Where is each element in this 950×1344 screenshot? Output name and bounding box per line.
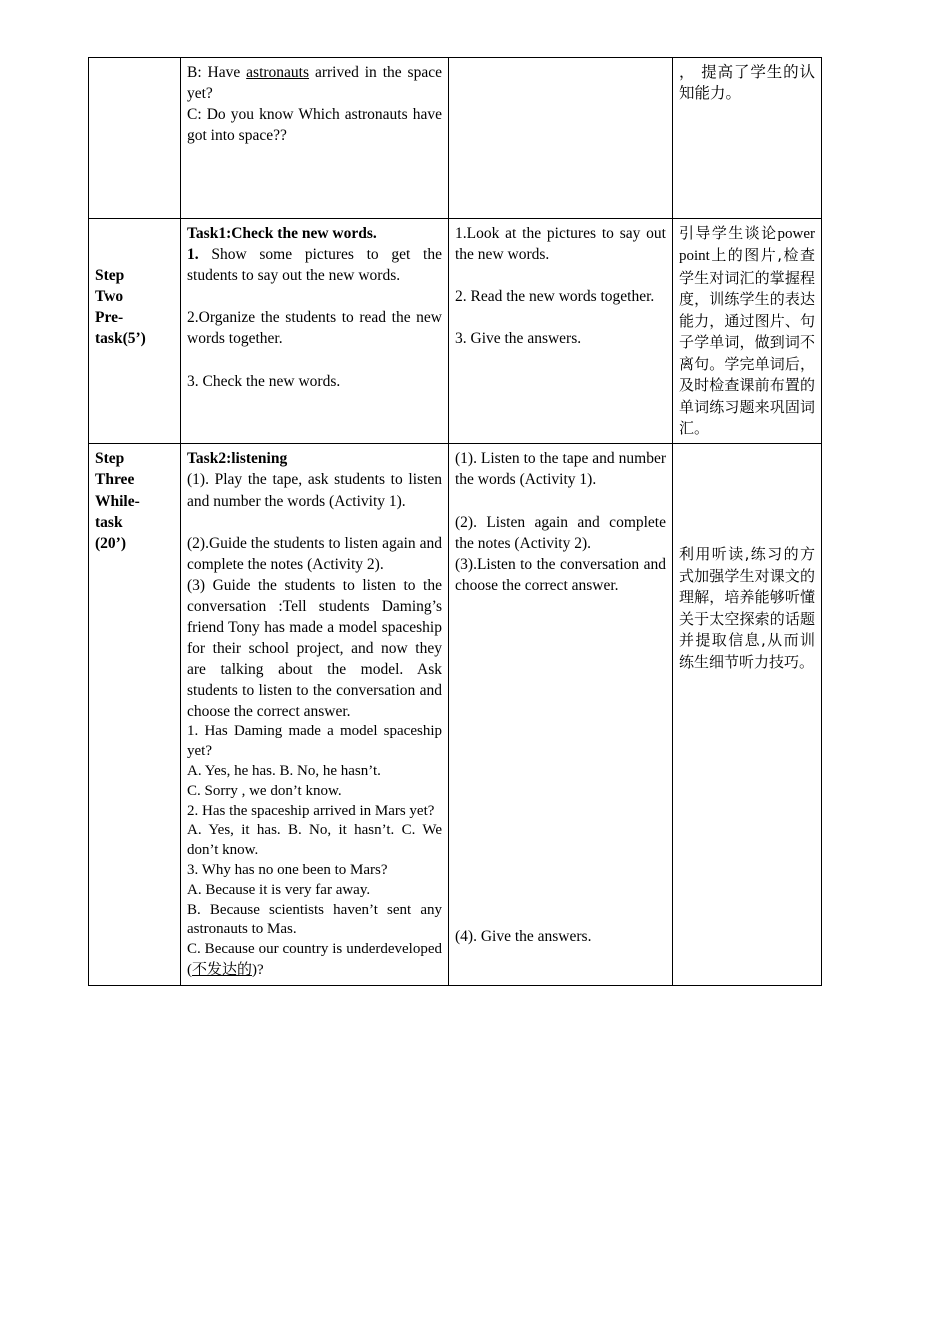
cell-notes-step-two [673, 219, 822, 444]
cell-student-continued [449, 58, 673, 219]
gap-5 [187, 512, 442, 533]
table-row [89, 444, 822, 985]
student-item-3: 3. Give the answers. [455, 330, 582, 348]
cell-teacher-continued [181, 58, 449, 219]
task1-item-3: 3. Check the new words. [187, 372, 341, 390]
task2-item-1: (1). Play the tape, ask students to listen and number the words (Activity 1). [187, 471, 442, 510]
gap-1 [187, 286, 442, 307]
task1-item-1 [187, 244, 442, 286]
question-1-option-c: C. Sorry , we don’t know. [187, 782, 342, 799]
task2-heading: Task2:listening [187, 450, 288, 468]
lesson-plan-table [88, 57, 822, 986]
question-3-option-b: B. Because scientists haven’t sent any astronauts to Mas. [187, 901, 442, 938]
student-three-item-3: (3).Listen to the conversation and choose the correct answer. [455, 555, 666, 594]
step-two-spacer2 [95, 244, 174, 265]
question-3-option-c-suffix: )? [252, 961, 264, 978]
question-1: 1. Has Daming made a model spaceship yet? [187, 723, 442, 760]
step-two-line-1: Step [95, 267, 125, 285]
table-row [89, 219, 822, 444]
task2-item-2: (2).Guide the students to listen again and complete the notes (Activity 2). [187, 534, 442, 573]
notes-step-three-text: 利用听读,练习的方式加强学生对课文的理解，培养能够听懂关于太空探索的话题并提取信息,从而训练生细节听力技巧。 [679, 545, 815, 671]
cell-teacher-step-three [181, 444, 449, 985]
notes-en-term: power point [679, 226, 815, 265]
student-three-spacer [455, 596, 666, 926]
notes-cn-part-1: 引导学生谈论 [679, 224, 778, 242]
step-three-line-4: task [95, 513, 123, 531]
student-item-2: 2. Read the new words together. [455, 288, 655, 306]
notes-cn-part-2: 上的图片,检查学生对词汇的掌握程度，训练学生的表达能力，通过图片、句子学单词，做到词不离句。学完单词后，及时检查课前布置的单词练习题来巩固词汇。 [679, 246, 815, 437]
question-1-options-ab: A. Yes, he has. B. No, he hasn’t. [187, 762, 381, 779]
step-two-spacer [95, 223, 174, 244]
step-three-line-5: (20’) [95, 534, 126, 552]
table-row [89, 58, 822, 219]
cell-student-step-three [449, 444, 673, 985]
question-3-option-c [187, 940, 442, 981]
task1-item-1-number: 1. [187, 246, 199, 264]
cell-teacher-step-two [181, 219, 449, 444]
task1-heading: Task1:Check the new words. [187, 225, 377, 242]
cell-step-three [89, 444, 181, 985]
cell-notes-continued: ， 提高了学生的认知能力。 [673, 58, 822, 219]
question-3-option-a: A. Because it is very far away. [187, 881, 371, 898]
step-two-line-4: task(5’) [95, 330, 146, 348]
underlined-term: astronauts [246, 64, 310, 81]
step-three-line-2: Three [95, 471, 135, 489]
cell-notes-step-three [673, 444, 822, 985]
task1-item-2: 2.Organize the students to read the new words together. [187, 309, 442, 348]
task2-item-3: (3) Guide the students to listen to the conversation :Tell students Daming’s friend Tony has made a model spaceship for their school project, and now they are talking about the model. Ask students to listen to the conversation and choose the correct answer. [187, 576, 442, 721]
question-3-option-c-gloss: 不发达的 [192, 959, 253, 978]
question-3-option-c-prefix: C. Because our country is underdeveloped ( [187, 941, 442, 978]
gap-4 [455, 307, 666, 328]
question-2-options: A. Yes, it has. B. No, it hasn’t. C. We don’t know. [187, 822, 442, 859]
cell-student-step-two [449, 219, 673, 444]
question-2: 2. Has the spaceship arrived in Mars yet? [187, 802, 435, 819]
student-three-item-4: (4). Give the answers. [455, 927, 592, 945]
notes-step-two-text [679, 223, 815, 439]
step-two-line-3: Pre- [95, 309, 124, 327]
student-three-item-2: (2). Listen again and complete the notes (Activity 2). [455, 513, 666, 552]
gap-3 [455, 265, 666, 286]
task1-item-1-text: Show some pictures to get the students to say out the new words. [187, 246, 442, 285]
student-item-1: 1.Look at the pictures to say out the new words. [455, 225, 666, 264]
question-3: 3. Why has no one been to Mars? [187, 861, 388, 878]
cell-step-two [89, 219, 181, 444]
dialogue-line-c: C: Do you know Which astronauts have got into space?? [187, 106, 442, 145]
step-three-line-1: Step [95, 450, 125, 468]
gap-6 [455, 491, 666, 512]
step-two-line-2: Two [95, 288, 124, 306]
cell-step-continued [89, 58, 181, 219]
dialogue-line-b: B: Have astronauts arrived in the space yet? [187, 64, 442, 103]
student-three-item-1: (1). Listen to the tape and number the words (Activity 1). [455, 450, 666, 489]
gap-2 [187, 349, 442, 370]
step-three-line-3: While- [95, 492, 140, 510]
